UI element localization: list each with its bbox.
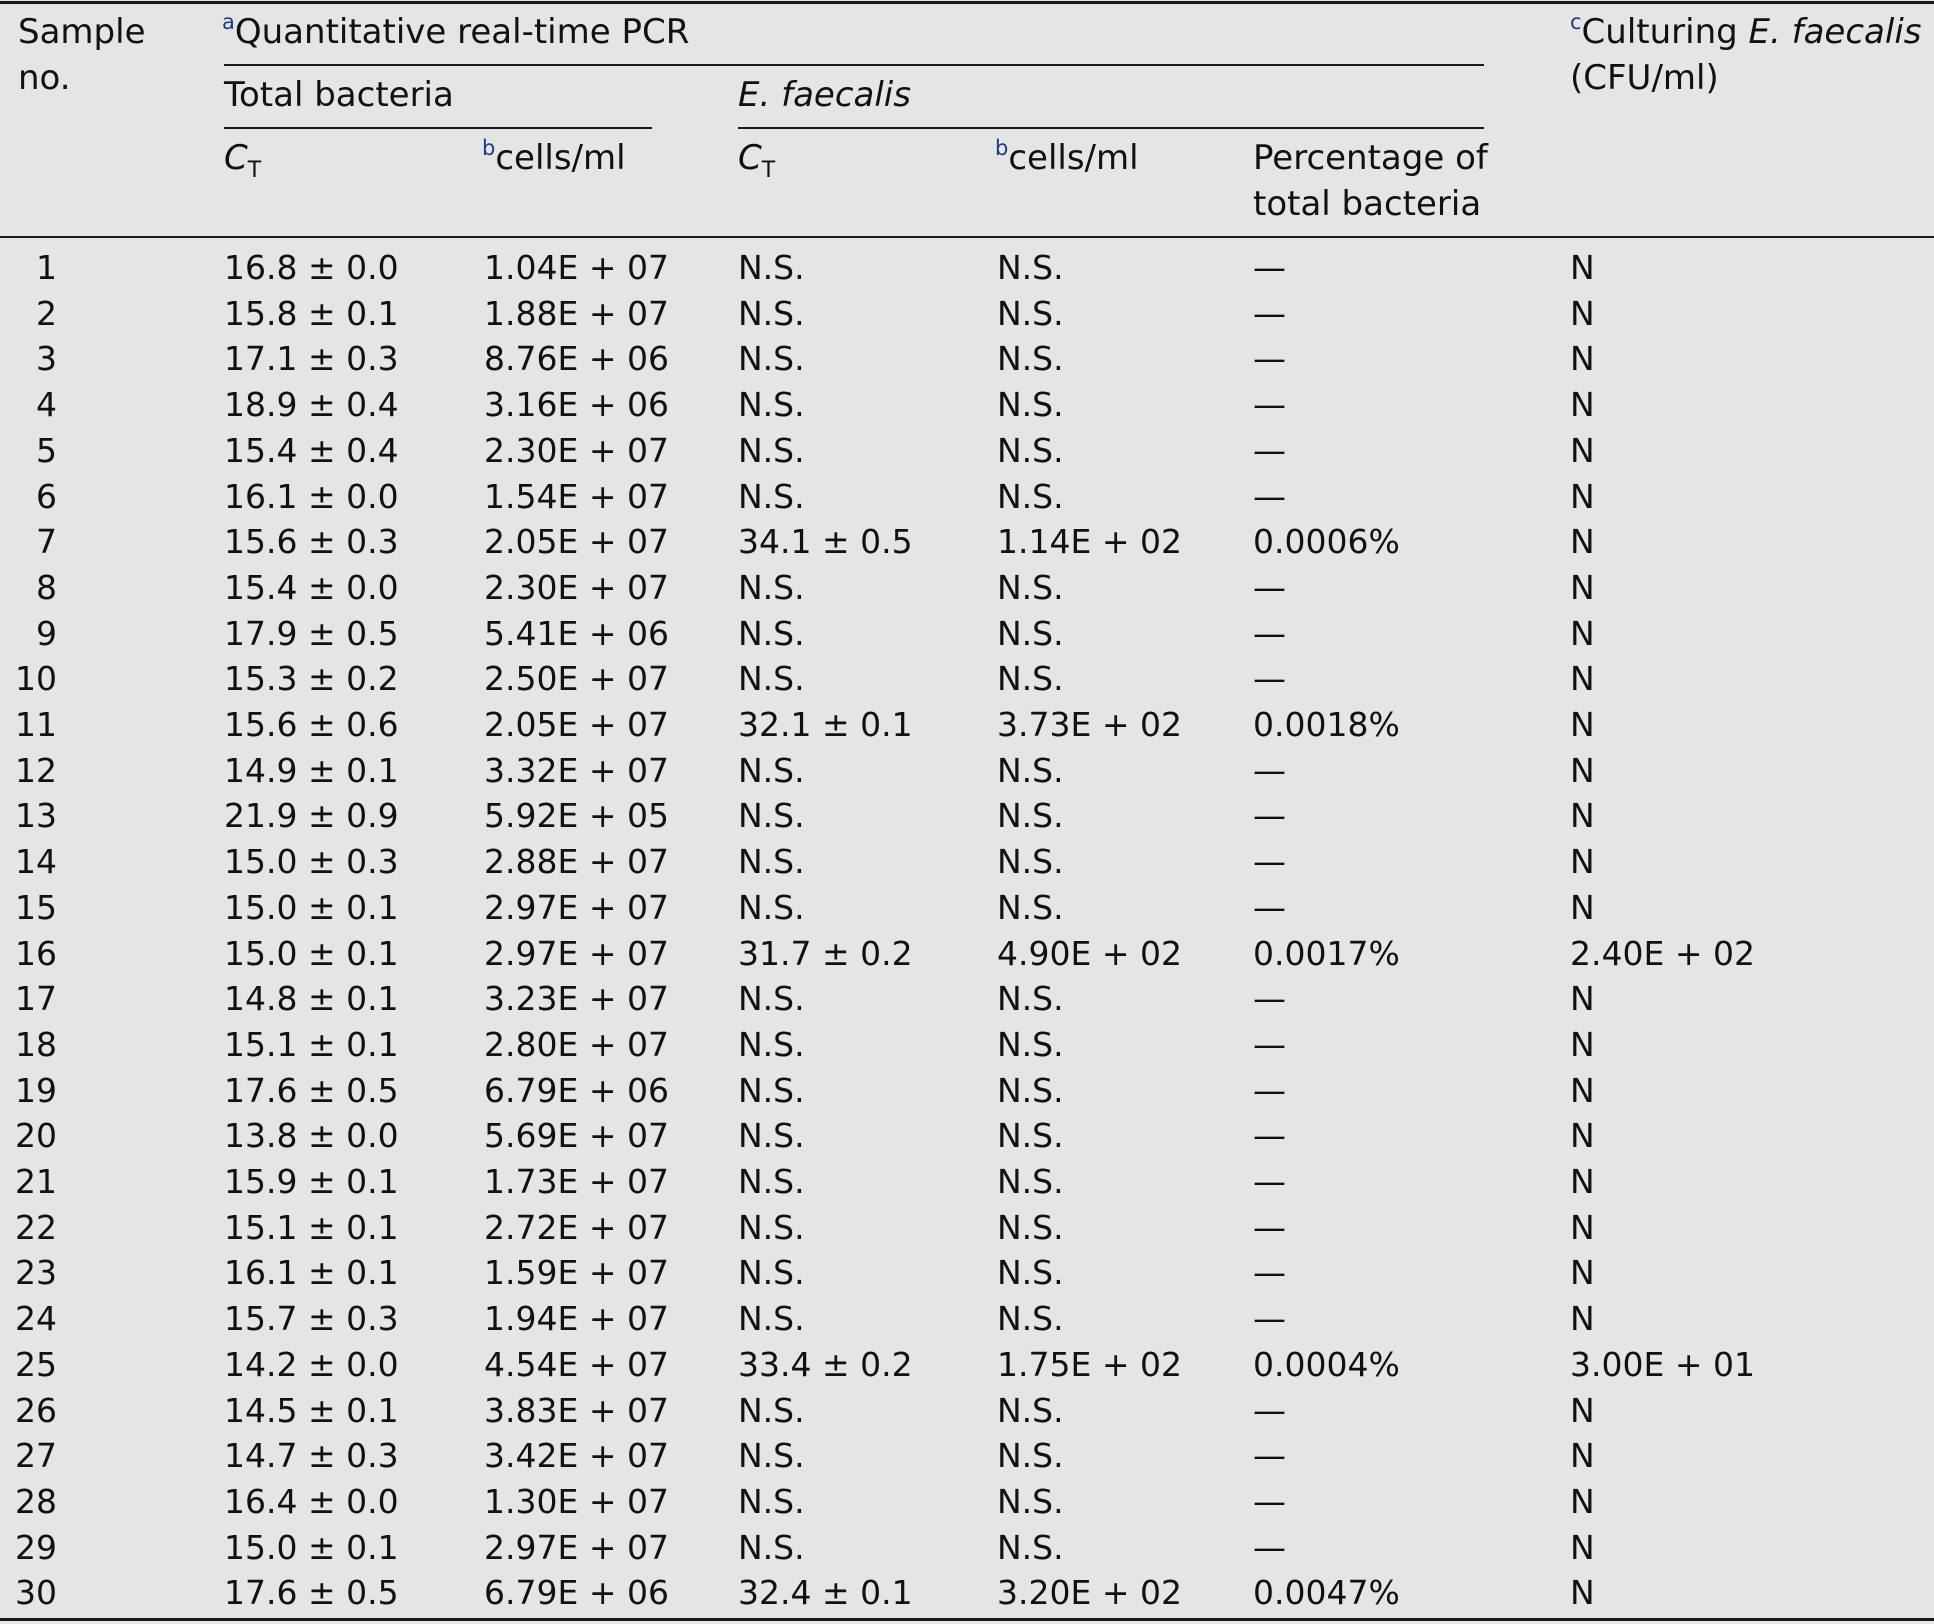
cell-sample-no: 25 bbox=[15, 1344, 57, 1384]
cell-ef-ct: 32.4 ± 0.1 bbox=[738, 1573, 913, 1613]
table-row bbox=[0, 976, 1934, 1022]
footnote-marker-a: a bbox=[222, 10, 235, 34]
table-row bbox=[0, 1022, 1934, 1068]
cell-ef-ct: N.S. bbox=[738, 1299, 805, 1339]
cell-sample-no: 12 bbox=[15, 750, 57, 790]
cell-total-ct: 14.5 ± 0.1 bbox=[224, 1390, 399, 1430]
table-row bbox=[0, 1479, 1934, 1525]
cell-total-cells: 1.30E + 07 bbox=[484, 1481, 669, 1521]
cell-culture: N bbox=[1570, 979, 1595, 1019]
cell-ef-cells: N.S. bbox=[997, 1527, 1064, 1567]
cell-ef-ct: N.S. bbox=[738, 750, 805, 790]
table-row bbox=[0, 931, 1934, 977]
cell-total-cells: 8.76E + 06 bbox=[484, 339, 669, 379]
cell-total-ct: 15.6 ± 0.6 bbox=[224, 705, 399, 744]
cell-percentage: — bbox=[1253, 842, 1286, 882]
cell-ef-ct: N.S. bbox=[738, 1527, 805, 1567]
cell-ef-ct: N.S. bbox=[738, 1162, 805, 1201]
cell-total-cells: 1.94E + 07 bbox=[484, 1299, 669, 1339]
cell-sample-no: 7 bbox=[36, 522, 57, 562]
cell-ef-ct: N.S. bbox=[738, 796, 805, 836]
cell-percentage: 0.0017% bbox=[1253, 933, 1400, 973]
table-top-rule bbox=[0, 1, 1934, 4]
cell-total-cells: 2.30E + 07 bbox=[484, 567, 669, 607]
cell-ef-ct: 33.4 ± 0.2 bbox=[738, 1344, 913, 1384]
cell-percentage: — bbox=[1253, 796, 1286, 836]
table-row bbox=[0, 656, 1934, 702]
cell-total-cells: 2.72E + 07 bbox=[484, 1207, 669, 1247]
cell-total-cells: 3.32E + 07 bbox=[484, 750, 669, 790]
cell-total-cells: 6.79E + 06 bbox=[484, 1573, 669, 1613]
cell-ef-ct: N.S. bbox=[738, 293, 805, 333]
cell-total-cells: 2.05E + 07 bbox=[484, 705, 669, 744]
cell-total-cells: 2.30E + 07 bbox=[484, 430, 669, 470]
cell-percentage: — bbox=[1253, 1436, 1286, 1476]
cell-culture: N bbox=[1570, 705, 1595, 744]
cell-ef-cells: N.S. bbox=[997, 430, 1064, 470]
cell-total-cells: 3.16E + 06 bbox=[484, 385, 669, 425]
cell-ef-cells: N.S. bbox=[997, 1481, 1064, 1521]
header-sample-no-line1: Sample bbox=[18, 12, 146, 52]
cell-culture: N bbox=[1570, 1299, 1595, 1339]
table-row bbox=[0, 291, 1934, 337]
cell-total-cells: 1.88E + 07 bbox=[484, 293, 669, 333]
cell-ef-cells: N.S. bbox=[997, 1162, 1064, 1201]
header-sample-no-line2: no. bbox=[18, 58, 71, 98]
cell-total-cells: 1.73E + 07 bbox=[484, 1162, 669, 1201]
cell-percentage: — bbox=[1253, 1116, 1286, 1156]
cell-total-ct: 15.1 ± 0.1 bbox=[224, 1207, 399, 1247]
cell-ef-ct: N.S. bbox=[738, 248, 805, 287]
header-pcr-label: Quantitative real-time PCR bbox=[234, 12, 690, 52]
cell-sample-no: 14 bbox=[15, 842, 57, 882]
cell-culture: N bbox=[1570, 1207, 1595, 1247]
cell-sample-no: 13 bbox=[15, 796, 57, 836]
cell-ef-ct: N.S. bbox=[738, 1207, 805, 1247]
cell-total-cells: 2.05E + 07 bbox=[484, 522, 669, 562]
cell-total-ct: 16.1 ± 0.1 bbox=[224, 1253, 399, 1293]
cell-percentage: — bbox=[1253, 1162, 1286, 1201]
cell-total-cells: 5.69E + 07 bbox=[484, 1116, 669, 1156]
table-row bbox=[0, 1205, 1934, 1251]
cell-ef-ct: N.S. bbox=[738, 567, 805, 607]
cell-ef-cells: N.S. bbox=[997, 293, 1064, 333]
cell-ef-ct: 32.1 ± 0.1 bbox=[738, 705, 913, 744]
cell-ef-cells: 3.20E + 02 bbox=[997, 1573, 1182, 1613]
table-row bbox=[0, 565, 1934, 611]
cell-ef-ct: N.S. bbox=[738, 1070, 805, 1110]
table-row bbox=[0, 1250, 1934, 1296]
cell-culture: 2.40E + 02 bbox=[1570, 933, 1755, 973]
cell-total-ct: 15.6 ± 0.3 bbox=[224, 522, 399, 562]
cell-ef-cells: N.S. bbox=[997, 887, 1064, 927]
cell-percentage: — bbox=[1253, 1527, 1286, 1567]
header-bottom-rule bbox=[0, 236, 1934, 238]
cell-ef-ct: N.S. bbox=[738, 613, 805, 653]
header-ef-ct-letter: C bbox=[738, 138, 762, 178]
cell-sample-no: 1 bbox=[36, 248, 57, 287]
cell-ef-ct: N.S. bbox=[738, 1390, 805, 1430]
table-row bbox=[0, 1342, 1934, 1388]
cell-ef-cells: N.S. bbox=[997, 385, 1064, 425]
cell-sample-no: 19 bbox=[15, 1070, 57, 1110]
cell-total-cells: 2.97E + 07 bbox=[484, 1527, 669, 1567]
cell-total-cells: 2.97E + 07 bbox=[484, 933, 669, 973]
cell-sample-no: 16 bbox=[15, 933, 57, 973]
cell-sample-no: 6 bbox=[36, 476, 57, 516]
cell-percentage: 0.0047% bbox=[1253, 1573, 1400, 1613]
cell-total-ct: 17.9 ± 0.5 bbox=[224, 613, 399, 653]
cell-total-ct: 15.0 ± 0.3 bbox=[224, 842, 399, 882]
cell-culture: N bbox=[1570, 1436, 1595, 1476]
cell-sample-no: 26 bbox=[15, 1390, 57, 1430]
cell-percentage: — bbox=[1253, 1207, 1286, 1247]
cell-culture: N bbox=[1570, 1024, 1595, 1064]
cell-ef-cells: 4.90E + 02 bbox=[997, 933, 1182, 973]
table-row bbox=[0, 336, 1934, 382]
cell-percentage: — bbox=[1253, 476, 1286, 516]
cell-total-cells: 3.23E + 07 bbox=[484, 979, 669, 1019]
table-row bbox=[0, 748, 1934, 794]
cell-total-cells: 1.54E + 07 bbox=[484, 476, 669, 516]
header-ef-ct-sub: T bbox=[761, 158, 776, 183]
cell-total-ct: 15.3 ± 0.2 bbox=[224, 659, 399, 699]
cell-ef-ct: N.S. bbox=[738, 842, 805, 882]
cell-ef-ct: N.S. bbox=[738, 1116, 805, 1156]
header-ef-group: E. faecalis bbox=[738, 75, 911, 115]
cell-total-cells: 3.42E + 07 bbox=[484, 1436, 669, 1476]
cell-ef-cells: N.S. bbox=[997, 1390, 1064, 1430]
cell-ef-cells: N.S. bbox=[997, 659, 1064, 699]
header-ef-ct bbox=[738, 136, 776, 183]
cell-percentage: — bbox=[1253, 1299, 1286, 1339]
cell-culture: N bbox=[1570, 1481, 1595, 1521]
cell-percentage: — bbox=[1253, 979, 1286, 1019]
cell-total-cells: 4.54E + 07 bbox=[484, 1344, 669, 1384]
cell-ef-cells: N.S. bbox=[997, 339, 1064, 379]
cell-percentage: — bbox=[1253, 385, 1286, 425]
cell-culture: N bbox=[1570, 613, 1595, 653]
cell-percentage: — bbox=[1253, 1390, 1286, 1430]
cell-total-ct: 17.6 ± 0.5 bbox=[224, 1573, 399, 1613]
table-row bbox=[0, 1388, 1934, 1434]
cell-ef-cells: N.S. bbox=[997, 567, 1064, 607]
cell-total-ct: 15.4 ± 0.4 bbox=[224, 430, 399, 470]
cell-ef-cells: N.S. bbox=[997, 476, 1064, 516]
table-row bbox=[0, 1068, 1934, 1114]
cell-total-ct: 16.1 ± 0.0 bbox=[224, 476, 399, 516]
cell-ef-ct: N.S. bbox=[738, 979, 805, 1019]
cell-total-ct: 17.1 ± 0.3 bbox=[224, 339, 399, 379]
cell-total-ct: 16.8 ± 0.0 bbox=[224, 248, 399, 287]
cell-culture: N bbox=[1570, 796, 1595, 836]
cell-culture: N bbox=[1570, 1573, 1595, 1613]
cell-ef-cells: N.S. bbox=[997, 1253, 1064, 1293]
table-row bbox=[0, 1433, 1934, 1479]
cell-total-ct: 18.9 ± 0.4 bbox=[224, 385, 399, 425]
cell-total-ct: 17.6 ± 0.5 bbox=[224, 1070, 399, 1110]
cell-ef-cells: N.S. bbox=[997, 613, 1064, 653]
cell-ef-cells: N.S. bbox=[997, 1436, 1064, 1476]
table-row bbox=[0, 702, 1934, 748]
header-total-ct-letter: C bbox=[224, 138, 248, 178]
cell-percentage: — bbox=[1253, 659, 1286, 699]
table-row bbox=[0, 885, 1934, 931]
table-row bbox=[0, 474, 1934, 520]
cell-sample-no: 29 bbox=[15, 1527, 57, 1567]
footnote-marker-b: b bbox=[995, 136, 1009, 160]
cell-percentage: — bbox=[1253, 887, 1286, 927]
cell-percentage: — bbox=[1253, 339, 1286, 379]
pcr-group-rule bbox=[224, 64, 1484, 66]
cell-total-ct: 15.4 ± 0.0 bbox=[224, 567, 399, 607]
total-bacteria-rule bbox=[224, 127, 652, 129]
cell-culture: N bbox=[1570, 567, 1595, 607]
cell-sample-no: 15 bbox=[15, 887, 57, 927]
cell-sample-no: 17 bbox=[15, 979, 57, 1019]
cell-total-ct: 15.0 ± 0.1 bbox=[224, 933, 399, 973]
header-total-ct-sub: T bbox=[247, 158, 262, 183]
cell-ef-ct: N.S. bbox=[738, 1253, 805, 1293]
table-row bbox=[0, 1113, 1934, 1159]
cell-total-cells: 2.80E + 07 bbox=[484, 1024, 669, 1064]
cell-sample-no: 3 bbox=[36, 339, 57, 379]
cell-percentage: — bbox=[1253, 430, 1286, 470]
cell-sample-no: 4 bbox=[36, 385, 57, 425]
header-culturing-species: E. faecalis bbox=[1748, 12, 1922, 52]
cell-total-cells: 2.97E + 07 bbox=[484, 887, 669, 927]
cell-percentage: 0.0006% bbox=[1253, 522, 1400, 562]
cell-percentage: — bbox=[1253, 1481, 1286, 1521]
cell-total-ct: 15.1 ± 0.1 bbox=[224, 1024, 399, 1064]
cell-culture: N bbox=[1570, 887, 1595, 927]
cell-culture: N bbox=[1570, 750, 1595, 790]
cell-ef-ct: N.S. bbox=[738, 339, 805, 379]
cell-total-ct: 14.7 ± 0.3 bbox=[224, 1436, 399, 1476]
cell-ef-ct: N.S. bbox=[738, 430, 805, 470]
cell-ef-cells: N.S. bbox=[997, 1299, 1064, 1339]
cell-total-ct: 14.9 ± 0.1 bbox=[224, 750, 399, 790]
cell-ef-cells: N.S. bbox=[997, 248, 1064, 287]
cell-culture: N bbox=[1570, 385, 1595, 425]
table-row bbox=[0, 1296, 1934, 1342]
cell-culture: N bbox=[1570, 659, 1595, 699]
header-culturing-units: (CFU/ml) bbox=[1570, 58, 1719, 98]
cell-percentage: — bbox=[1253, 293, 1286, 333]
footnote-marker-c: c bbox=[1570, 10, 1582, 34]
cell-sample-no: 28 bbox=[15, 1481, 57, 1521]
footnote-marker-b: b bbox=[482, 136, 496, 160]
cell-ef-ct: N.S. bbox=[738, 659, 805, 699]
table-row bbox=[0, 611, 1934, 657]
cell-percentage: 0.0018% bbox=[1253, 705, 1400, 744]
cell-total-ct: 14.8 ± 0.1 bbox=[224, 979, 399, 1019]
cell-culture: N bbox=[1570, 248, 1595, 287]
cell-ef-cells: N.S. bbox=[997, 1070, 1064, 1110]
cell-ef-cells: N.S. bbox=[997, 1024, 1064, 1064]
cell-ef-ct: N.S. bbox=[738, 476, 805, 516]
cell-total-cells: 6.79E + 06 bbox=[484, 1070, 669, 1110]
table-row bbox=[0, 1525, 1934, 1571]
cell-percentage: — bbox=[1253, 1253, 1286, 1293]
cell-ef-cells: 3.73E + 02 bbox=[997, 705, 1182, 744]
cell-total-cells: 2.50E + 07 bbox=[484, 659, 669, 699]
cell-sample-no: 24 bbox=[15, 1299, 57, 1339]
table-row bbox=[0, 793, 1934, 839]
header-ef-cells-label: cells/ml bbox=[1008, 138, 1139, 178]
cell-total-cells: 5.41E + 06 bbox=[484, 613, 669, 653]
table-row bbox=[0, 839, 1934, 885]
table-row bbox=[0, 382, 1934, 428]
cell-ef-cells: 1.75E + 02 bbox=[997, 1344, 1182, 1384]
cell-percentage: — bbox=[1253, 750, 1286, 790]
cell-culture: N bbox=[1570, 842, 1595, 882]
cell-total-ct: 15.0 ± 0.1 bbox=[224, 887, 399, 927]
cell-percentage: — bbox=[1253, 613, 1286, 653]
cell-sample-no: 21 bbox=[15, 1162, 57, 1201]
cell-ef-ct: N.S. bbox=[738, 1024, 805, 1064]
cell-culture: 3.00E + 01 bbox=[1570, 1344, 1755, 1384]
cell-ef-cells: 1.14E + 02 bbox=[997, 522, 1182, 562]
cell-ef-cells: N.S. bbox=[997, 796, 1064, 836]
cell-percentage: 0.0004% bbox=[1253, 1344, 1400, 1384]
cell-ef-cells: N.S. bbox=[997, 750, 1064, 790]
cell-sample-no: 9 bbox=[36, 613, 57, 653]
cell-ef-ct: N.S. bbox=[738, 1481, 805, 1521]
table-row bbox=[0, 1159, 1934, 1205]
cell-ef-cells: N.S. bbox=[997, 1116, 1064, 1156]
cell-total-cells: 1.59E + 07 bbox=[484, 1253, 669, 1293]
cell-ef-cells: N.S. bbox=[997, 979, 1064, 1019]
header-total-cells bbox=[482, 136, 626, 180]
cell-ef-ct: 34.1 ± 0.5 bbox=[738, 522, 913, 562]
cell-culture: N bbox=[1570, 1116, 1595, 1156]
table-row bbox=[0, 245, 1934, 291]
cell-culture: N bbox=[1570, 293, 1595, 333]
header-total-ct bbox=[224, 136, 262, 183]
cell-culture: N bbox=[1570, 1527, 1595, 1567]
table-row bbox=[0, 428, 1934, 474]
cell-ef-cells: N.S. bbox=[997, 1207, 1064, 1247]
cell-total-cells: 3.83E + 07 bbox=[484, 1390, 669, 1430]
cell-total-ct: 15.8 ± 0.1 bbox=[224, 293, 399, 333]
header-total-bacteria: Total bacteria bbox=[224, 75, 454, 115]
cell-percentage: — bbox=[1253, 248, 1286, 287]
cell-total-ct: 15.7 ± 0.3 bbox=[224, 1299, 399, 1339]
cell-total-ct: 15.9 ± 0.1 bbox=[224, 1162, 399, 1201]
header-percentage-line2: total bacteria bbox=[1253, 184, 1482, 224]
cell-culture: N bbox=[1570, 339, 1595, 379]
cell-culture: N bbox=[1570, 476, 1595, 516]
cell-sample-no: 11 bbox=[15, 705, 57, 744]
cell-culture: N bbox=[1570, 1253, 1595, 1293]
cell-culture: N bbox=[1570, 430, 1595, 470]
table-row bbox=[0, 519, 1934, 565]
cell-percentage: — bbox=[1253, 567, 1286, 607]
cell-percentage: — bbox=[1253, 1024, 1286, 1064]
cell-total-ct: 14.2 ± 0.0 bbox=[224, 1344, 399, 1384]
cell-sample-no: 22 bbox=[15, 1207, 57, 1247]
cell-ef-ct: N.S. bbox=[738, 385, 805, 425]
cell-total-ct: 13.8 ± 0.0 bbox=[224, 1116, 399, 1156]
cell-sample-no: 20 bbox=[15, 1116, 57, 1156]
cell-total-cells: 5.92E + 05 bbox=[484, 796, 669, 836]
cell-sample-no: 2 bbox=[36, 293, 57, 333]
cell-ef-cells: N.S. bbox=[997, 842, 1064, 882]
cell-sample-no: 18 bbox=[15, 1024, 57, 1064]
table-row bbox=[0, 1570, 1934, 1616]
cell-sample-no: 10 bbox=[15, 659, 57, 699]
cell-sample-no: 27 bbox=[15, 1436, 57, 1476]
table-bottom-rule bbox=[0, 1618, 1934, 1621]
header-percentage-line1: Percentage of bbox=[1253, 138, 1488, 178]
cell-sample-no: 30 bbox=[15, 1573, 57, 1613]
cell-total-ct: 15.0 ± 0.1 bbox=[224, 1527, 399, 1567]
cell-total-cells: 1.04E + 07 bbox=[484, 248, 669, 287]
cell-ef-ct: N.S. bbox=[738, 887, 805, 927]
header-pcr-group bbox=[222, 10, 689, 54]
cell-culture: N bbox=[1570, 1162, 1595, 1201]
cell-ef-ct: 31.7 ± 0.2 bbox=[738, 933, 913, 973]
cell-sample-no: 8 bbox=[36, 567, 57, 607]
header-culturing-prefix: Culturing bbox=[1581, 12, 1749, 52]
cell-total-ct: 16.4 ± 0.0 bbox=[224, 1481, 399, 1521]
cell-ef-ct: N.S. bbox=[738, 1436, 805, 1476]
cell-total-ct: 21.9 ± 0.9 bbox=[224, 796, 399, 836]
cell-culture: N bbox=[1570, 522, 1595, 562]
header-ef-cells bbox=[995, 136, 1139, 180]
header-total-cells-label: cells/ml bbox=[495, 138, 626, 178]
ef-group-rule bbox=[738, 127, 1484, 129]
header-culturing bbox=[1570, 10, 1922, 54]
cell-culture: N bbox=[1570, 1070, 1595, 1110]
cell-total-cells: 2.88E + 07 bbox=[484, 842, 669, 882]
cell-culture: N bbox=[1570, 1390, 1595, 1430]
cell-percentage: — bbox=[1253, 1070, 1286, 1110]
cell-sample-no: 5 bbox=[36, 430, 57, 470]
cell-sample-no: 23 bbox=[15, 1253, 57, 1293]
